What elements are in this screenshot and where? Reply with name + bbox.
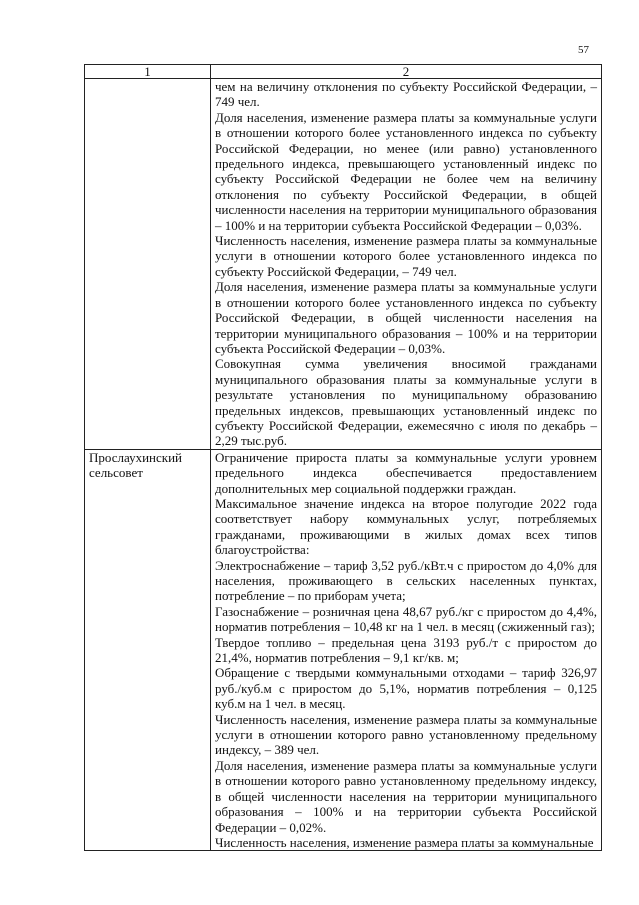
paragraph: Ограничение прироста платы за коммунальные услуги уровнем предельного индекса обеспечивается предоставлением дополнительных мер социальной поддержки граждан. <box>215 449 597 496</box>
paragraph: чем на величину отклонения по субъекту Российской Федерации, – 749 чел. <box>215 79 597 110</box>
table-row <box>85 449 602 851</box>
paragraph: Доля населения, изменение размера платы за коммунальные услуги в отношении которого более установленного индекса по субъекту Российской Федерации, но менее (или равно) установленного предельного индекса, превышающего установленный индекс по субъекту Российской Федерации не более чем на величину отклонения по субъекту Российской Федерации, в общей численности населения на территории муниципального образования – 100% и на территории субъекта Российской Федерации – 0,03%. <box>215 109 597 233</box>
row-name-cell <box>85 79 211 450</box>
table-header-row <box>85 65 602 79</box>
row-name-cell: Прослаухинский сельсовет <box>85 449 211 851</box>
column-header-2: 2 <box>211 65 602 79</box>
row-content-cell <box>211 79 602 450</box>
paragraph: Численность населения, изменение размера платы за коммунальные <box>215 834 594 850</box>
paragraph: Твердое топливо – предельная цена 3193 руб./т с приростом до 21,4%, норматив потребления – 9,1 кг/кв. м; <box>215 634 597 666</box>
paragraph: Совокупная сумма увеличения вносимой гражданами муниципального образования платы за коммунальные услуги в результате установления по муниципальному образованию предельных индексов, превышающих установленный индекс по субъекту Российской Федерации, ежемесячно с июля по декабрь – 2,29 тыс.руб. <box>215 356 597 449</box>
paragraph: Доля населения, изменение размера платы за коммунальные услуги в отношении которого равно установленному предельному индексу, в общей численности населения на территории муниципального образования – 100% и на территории субъекта Российской Федерации – 0,02%. <box>215 757 597 835</box>
paragraph: Электроснабжение – тариф 3,52 руб./кВт.ч с приростом до 4,0% для населения, проживающего в сельских населенных пунктах, потребление – по приборам учета; <box>215 557 597 604</box>
paragraph: Численность населения, изменение размера платы за коммунальные услуги в отношении которого более установленного индекса по субъекту Российской Федерации, – 749 чел. <box>215 233 597 279</box>
paragraph: Численность населения, изменение размера платы за коммунальные услуги в отношении которого равно установленному предельному индексу, – 389 чел. <box>215 711 597 758</box>
page-number: 57 <box>578 44 589 56</box>
row-content-cell <box>211 449 602 851</box>
table-row <box>85 79 602 450</box>
paragraph: Доля населения, изменение размера платы за коммунальные услуги в отношении которого более установленного индекса по субъекту Российской Федерации, в общей численности населения на территории муниципального образования – 100% и на территории субъекта Российской Федерации – 0,03%. <box>215 279 597 356</box>
document-table <box>84 64 602 851</box>
paragraph: Обращение с твердыми коммунальными отходами – тариф 326,97 руб./куб.м с приростом до 5,1%, норматив потребления – 0,125 куб.м на 1 чел. в месяц. <box>215 665 597 712</box>
paragraph: Газоснабжение – розничная цена 48,67 руб./кг с приростом до 4,4%, норматив потребления – 10,48 кг на 1 чел. в месяц (сжиженный газ); <box>215 603 597 635</box>
column-header-1: 1 <box>85 65 211 79</box>
paragraph: Максимальное значение индекса на второе полугодие 2022 года соответствует набору коммунальных услуг, потребляемых гражданами, проживающими в жилых домах всех типов благоустройства: <box>215 495 597 558</box>
